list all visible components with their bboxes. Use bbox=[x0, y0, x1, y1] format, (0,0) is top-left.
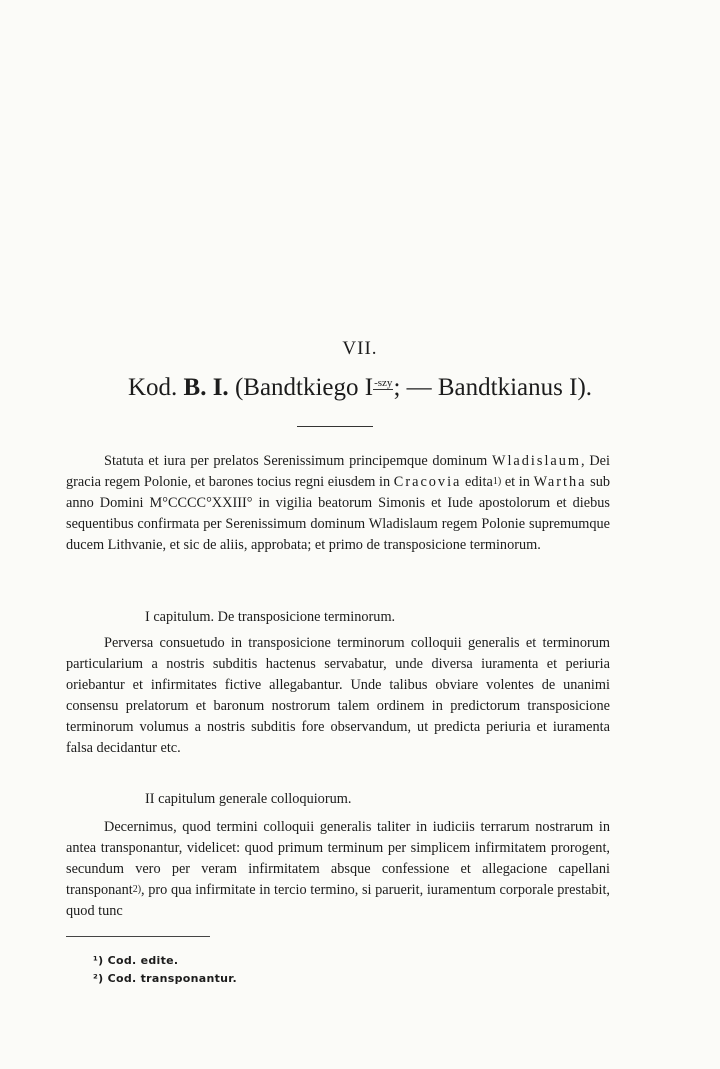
title-suffix: ; — Bandtkianus I). bbox=[393, 374, 593, 401]
section-1-heading: I capitulum. De transposicione terminorum. bbox=[145, 609, 396, 625]
footnote-ref-1: 1) bbox=[492, 475, 502, 487]
footnote-1-text: Cod. edite. bbox=[107, 954, 179, 967]
footnote-1 bbox=[93, 954, 178, 967]
section-2-heading: II capitulum generale colloquiorum. bbox=[145, 791, 352, 807]
title-bold: B. I. bbox=[183, 374, 229, 401]
title-prefix: Kod. bbox=[127, 374, 178, 401]
footnote-ref-2: 2) bbox=[132, 883, 142, 895]
section-2-text-1: Decernimus, quod termini colloquii generalis taliter in iudiciis terrarum nostrarum in antea transponantur, videlicet: quod primum terminum per simplicem infirmitatem prorogent, secundum vero per veram infirmitatem absque confessione et allegacione capellani transponant bbox=[66, 819, 610, 898]
intro-wartha: Wartha bbox=[533, 473, 587, 490]
intro-text-5: sub anno Domini M°CCCC°XXIII° in vigilia beatorum Simonis et Iude apostolorum et diebus sequentibus confirmata per Serenissimum dominum Wladislaum regem Polonie supremumque ducem Lithvanie, et sic de aliis, approbata; et primo de transposicione terminorum. bbox=[66, 473, 611, 553]
intro-text-2: , Dei gracia regem Polonie, et barones tocius regni eiusdem in bbox=[66, 453, 610, 490]
footnote-1-mark: ¹) bbox=[93, 954, 104, 967]
footnote-divider bbox=[66, 936, 210, 937]
footnote-2-mark: ²) bbox=[93, 972, 104, 985]
title-middle: (Bandtkiego I bbox=[234, 374, 374, 401]
intro-text-4: et in bbox=[501, 473, 534, 490]
footnote-2-text: Cod. transponantur. bbox=[107, 972, 237, 985]
intro-text-1: Statuta et iura per prelatos Serenissimum principemque dominum bbox=[104, 453, 492, 469]
section-1-paragraph bbox=[66, 633, 610, 758]
intro-wladislaum: Wladislaum bbox=[491, 453, 582, 469]
section-2-paragraph bbox=[66, 817, 610, 922]
chapter-title bbox=[0, 374, 720, 402]
title-divider bbox=[297, 426, 373, 427]
intro-cracovia: Cracovia bbox=[393, 473, 462, 490]
footnote-2 bbox=[93, 972, 237, 985]
intro-text-3: edita bbox=[461, 473, 493, 490]
intro-paragraph bbox=[66, 451, 610, 556]
title-superscript: -szy bbox=[374, 377, 393, 389]
section-1-text: Perversa consuetudo in transposicione terminorum colloquii generalis et terminorum particularium a nostris subditis hactenus servabatur, unde diversa iuramenta et periuria oriebantur et infirmitates fictive allegabantur. Unde talibus obviare volentes de unanimi consensu prelatorum et baronum nostrorum talem ordinem in predictorum transposicione terminorum volumus a nostris subditis fore observandum, ut predicta periuria et iuramenta falsa decidantur etc. bbox=[66, 635, 610, 756]
section-2-text-2: , pro qua infirmitate in tercio termino, si paruerit, iuramentum corporale prestabit, quod tunc bbox=[66, 881, 610, 919]
chapter-number: VII. bbox=[342, 338, 378, 359]
